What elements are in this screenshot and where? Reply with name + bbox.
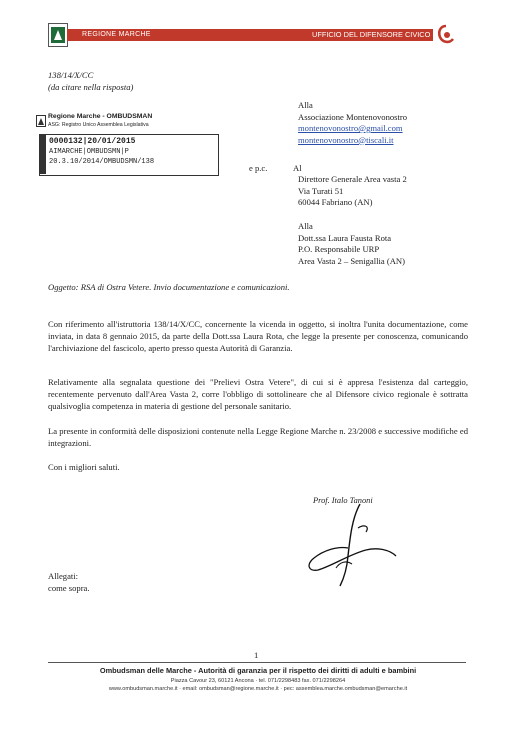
alla-label: Alla	[298, 100, 313, 110]
footer-title: Ombudsman delle Marche - Autorità di garanzia per il rispetto dei diritti di adulti e bambini	[99, 666, 417, 675]
protocol-stamp-header	[36, 113, 214, 135]
rota-line-1: Dott.ssa Laura Fausta Rota	[298, 232, 392, 243]
stamp-title: Regione Marche - OMBUDSMAN	[48, 113, 153, 120]
alla2-label: Alla	[298, 221, 313, 231]
rota-line-2: P.O. Responsabile URP	[298, 244, 380, 254]
stamp-barcode	[39, 134, 46, 174]
body-paragraph-3: La presente in conformità delle disposizioni contenute nella Legge Regione Marche n. 23/2008 e successive modifiche ed integrazioni.	[48, 426, 468, 448]
body-paragraph-2: Relativamente alla segnalata questione dei "Prelievi Ostra Vetere", di cui si è appresa l'esistenza dal carteggio, recentemente pervenuto dall'Area Vasta 2, corre l'obbligo di sottolineare che al Difensore civico regionale è sottratta qualsivoglia competenza in materia di gestione del personale sanitario.	[48, 377, 468, 411]
protocol-note: (da citare nella risposta)	[48, 82, 134, 92]
recipient-association: Associazione Montenovonostro	[298, 111, 408, 122]
recipient-block-1	[298, 100, 407, 146]
al-label: Al	[293, 163, 302, 173]
attachments-label: Allegati:	[48, 571, 79, 581]
recipient-block-2	[298, 174, 407, 209]
page-number: 1	[254, 650, 259, 660]
stamp-logo-icon	[36, 115, 46, 127]
attachments-value: come sopra.	[48, 583, 90, 593]
ombudsman-emblem-icon	[436, 24, 456, 46]
director-line-3: 60044 Fabriano (AN)	[298, 197, 373, 207]
subject-line: Oggetto: RSA di Ostra Vetere. Invio documentazione e comunicazioni.	[48, 282, 290, 292]
closing-line: Con i migliori saluti.	[48, 462, 120, 472]
recipient-email-1[interactable]: montenovonostro@gmail.com	[298, 123, 403, 133]
rota-line-3: Area Vasta 2 – Senigallia (AN)	[298, 255, 405, 266]
stamp-line-3: 20.3.10/2014/OMBUDSMN/138	[49, 158, 155, 166]
office-label: UFFICIO DEL DIFENSORE CIVICO	[312, 30, 431, 39]
handwritten-signature	[300, 498, 410, 598]
recipient-email-2[interactable]: montenovonostro@tiscali.it	[298, 134, 394, 145]
signatory-name: Prof. Italo Tanoni	[313, 496, 373, 505]
director-line-1: Direttore Generale Area vasta 2	[298, 174, 407, 184]
stamp-line-1: 0000132|20/01/2015	[49, 137, 136, 146]
footer-divider	[48, 662, 466, 663]
regione-marche-logo	[48, 23, 68, 47]
body-paragraph-1: Con riferimento all'istruttoria 138/14/X/CC, concernente la vicenda in oggetto, si inoltra l'unita documentazione, come inviata, in data 8 gennaio 2015, da parte della Dott.ssa Laura Rota, che legge la presente per conoscenza, comunicando l'archiviazione del fascicolo, aperto presso questa Autorità di Garanzia.	[48, 319, 468, 353]
recipient-block-3	[298, 221, 405, 267]
footer-contacts: www.ombudsman.marche.it · email: ombudsman@regione.marche.it · pec: assemblea.marche.ombudsman@emarche.it	[108, 686, 408, 692]
footer-address: Piazza Cavour 23, 60121 Ancona · tel. 071/2298483 fax. 071/2298264	[170, 678, 346, 684]
region-label: REGIONE MARCHE	[82, 31, 151, 38]
protocol-number: 138/14/X/CC	[48, 70, 94, 80]
epc-label: e p.c.	[249, 163, 268, 173]
stamp-subtitle: ASG: Registro Unico Assemblea Legislativa	[48, 122, 149, 128]
stamp-line-2: AIMARCHE|OMBUDSMN|P	[49, 148, 129, 156]
director-line-2: Via Turati 51	[298, 185, 344, 196]
